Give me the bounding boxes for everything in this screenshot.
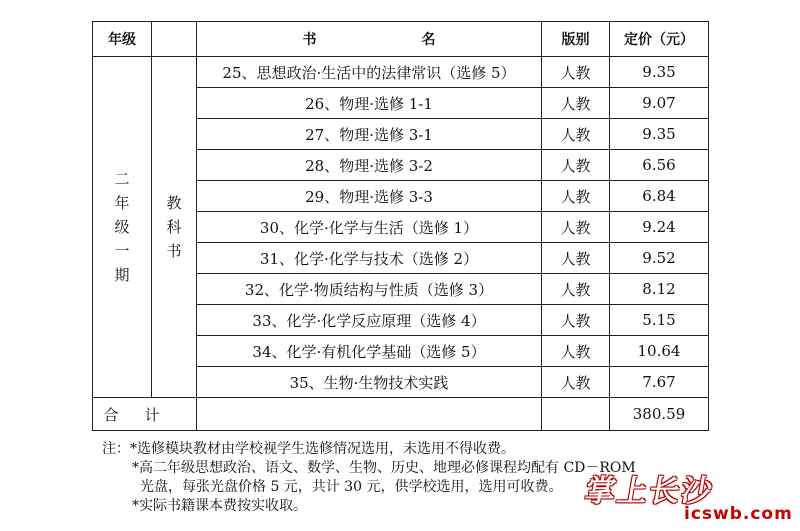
book-edition: 人教 bbox=[542, 181, 610, 212]
book-price: 7.67 bbox=[610, 367, 709, 398]
book-price: 8.12 bbox=[610, 274, 709, 305]
note-line: 注：*选修模块教材由学校视学生选修情况选用，未选用不得收费。 bbox=[102, 441, 515, 457]
table-row bbox=[93, 57, 709, 88]
book-title: 30、化学·化学与生活（选修 1） bbox=[197, 212, 542, 243]
watermark-url: icswb.com bbox=[684, 504, 793, 524]
book-title: 28、物理·选修 3-2 bbox=[197, 150, 542, 181]
book-edition: 人教 bbox=[542, 212, 610, 243]
book-price: 9.52 bbox=[610, 243, 709, 274]
header-category bbox=[152, 22, 197, 57]
book-price: 9.35 bbox=[610, 57, 709, 88]
book-edition: 人教 bbox=[542, 119, 610, 150]
category-cell: 教 科 书 bbox=[152, 57, 197, 398]
book-title: 25、思想政治·生活中的法律常识（选修 5） bbox=[197, 57, 542, 88]
grade-cell: 二 年 级 一 期 bbox=[93, 57, 152, 398]
book-title: 26、物理·选修 1-1 bbox=[197, 88, 542, 119]
watermark-logo: 掌上长沙 bbox=[582, 474, 717, 509]
book-price: 5.15 bbox=[610, 305, 709, 336]
total-label: 合计 bbox=[93, 398, 197, 431]
header-grade: 年级 bbox=[93, 22, 152, 57]
book-edition: 人教 bbox=[542, 274, 610, 305]
total-value: 380.59 bbox=[610, 398, 709, 431]
total-empty-edition bbox=[542, 398, 610, 431]
book-edition: 人教 bbox=[542, 367, 610, 398]
total-empty-title bbox=[197, 398, 542, 431]
textbook-price-table bbox=[92, 21, 709, 431]
book-edition: 人教 bbox=[542, 336, 610, 367]
book-price: 9.07 bbox=[610, 88, 709, 119]
note-line: *高二年级思想政治、语文、数学、生物、历史、地理必修课程均配有 CD－ROM bbox=[132, 460, 636, 476]
total-row bbox=[93, 398, 709, 431]
notes-block bbox=[102, 440, 636, 516]
note-line: *实际书籍课本费按实收取。 bbox=[132, 498, 307, 514]
watermark bbox=[582, 466, 793, 528]
book-title: 31、化学·化学与技术（选修 2） bbox=[197, 243, 542, 274]
book-edition: 人教 bbox=[542, 88, 610, 119]
book-edition: 人教 bbox=[542, 305, 610, 336]
book-price: 10.64 bbox=[610, 336, 709, 367]
book-edition: 人教 bbox=[542, 150, 610, 181]
book-title: 34、化学·有机化学基础（选修 5） bbox=[197, 336, 542, 367]
header-price: 定价（元） bbox=[610, 22, 709, 57]
header-title: 书 名 bbox=[197, 22, 542, 57]
book-edition: 人教 bbox=[542, 243, 610, 274]
table-header-row bbox=[93, 22, 709, 57]
book-price: 9.24 bbox=[610, 212, 709, 243]
book-price: 6.56 bbox=[610, 150, 709, 181]
note-line: 光盘，每张光盘价格 5 元，共计 30 元，供学校选用，选用可收费。 bbox=[140, 479, 563, 495]
book-title: 32、化学·物质结构与性质（选修 3） bbox=[197, 274, 542, 305]
book-price: 6.84 bbox=[610, 181, 709, 212]
book-title: 35、生物·生物技术实践 bbox=[197, 367, 542, 398]
book-title: 33、化学·化学反应原理（选修 4） bbox=[197, 305, 542, 336]
book-title: 27、物理·选修 3-1 bbox=[197, 119, 542, 150]
book-edition: 人教 bbox=[542, 57, 610, 88]
book-title: 29、物理·选修 3-3 bbox=[197, 181, 542, 212]
book-price: 9.35 bbox=[610, 119, 709, 150]
header-edition: 版别 bbox=[542, 22, 610, 57]
